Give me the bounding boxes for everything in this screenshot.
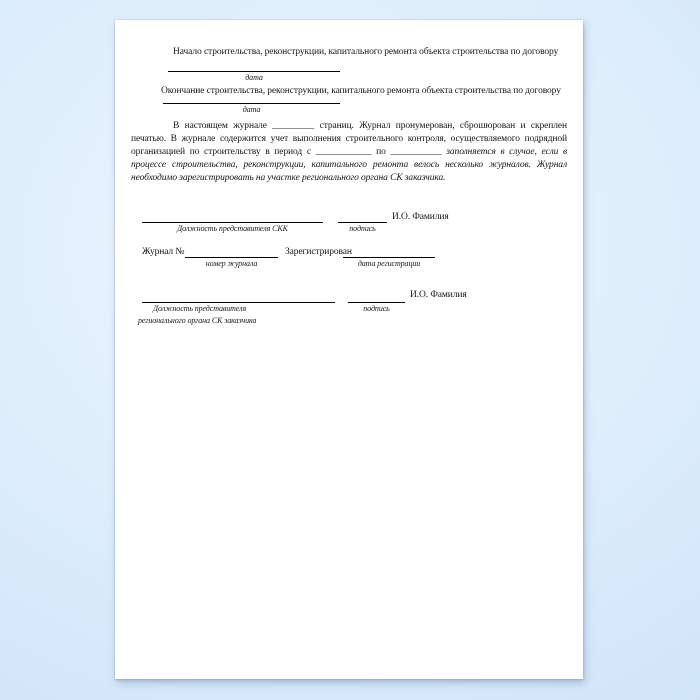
registration-date-blank [343, 246, 435, 258]
skk-signature-hint: подпись [349, 224, 376, 233]
regional-position-hint-line2: регионального органа СК заказчика [138, 316, 257, 325]
journal-number-blank [185, 246, 278, 258]
registration-date-hint: дата регистрации [357, 259, 421, 268]
journal-number-label: Журнал № [142, 247, 185, 257]
skk-signature-blank [338, 211, 387, 223]
skk-name-placeholder: И.О. Фамилия [392, 212, 449, 222]
date-hint-end: дата [242, 105, 261, 114]
document-page [115, 20, 583, 679]
regional-position-hint-line1: Должность представителя [153, 304, 247, 313]
skk-position-hint: Должность представителя СКК [177, 224, 288, 233]
skk-position-blank [142, 211, 323, 223]
date-hint-start: дата [245, 73, 263, 82]
regional-name-placeholder: И.О. Фамилия [410, 290, 467, 300]
date-blank-start [168, 60, 340, 72]
heading-construction-end: Окончание строительства, реконструкции, капитального ремонта объекта строительства по договору [161, 86, 561, 96]
regional-signature-hint: подпись [363, 304, 390, 313]
regional-position-blank [142, 291, 335, 303]
paragraph-normal-text: В настоящем журнале _________ страниц. Журнал пронумерован, сброшюрован и скреплен печатью. В журнале содержится учет выполнения строительного контроля, осуществляемого подрядной организацией по строительству в период с ____________ по ___________ [131, 121, 567, 157]
journal-info-paragraph [131, 120, 567, 185]
heading-construction-start: Начало строительства, реконструкции, капитального ремонта объекта строительства по договору [173, 47, 559, 57]
registered-label: Зарегистрирован [285, 247, 352, 257]
paragraph-italic-note: заполняется в случае, если в процессе строительства, реконструкции, капитального ремонта велось несколько журналов. Журнал необходимо зарегистрировать на участке регионального органа СК заказчика. [131, 147, 567, 183]
journal-number-hint: номер журнала [205, 259, 258, 268]
regional-signature-blank [348, 291, 405, 303]
date-blank-end [163, 92, 340, 104]
